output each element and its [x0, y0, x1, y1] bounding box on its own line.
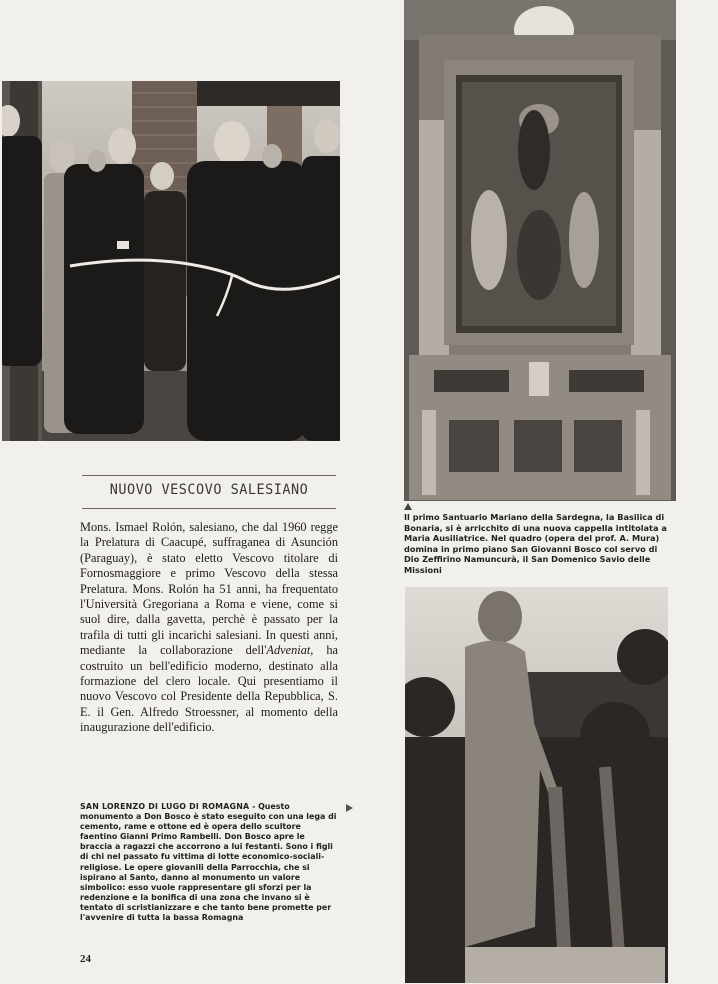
- monument-caption: [80, 802, 338, 923]
- headline-bottom-rule: [82, 508, 336, 509]
- page-number: 24: [80, 953, 91, 965]
- article-headline: NUOVO VESCOVO SALESIANO: [109, 481, 309, 499]
- monument-caption-text: - Questo monumento a Don Bosco è stato eseguito con una lega di cemento, rame e ottone ed è opera dello scultore faentino Gianni Primo Rambelli. Don Bosco apre le braccia a ragazzi che accorrono a lui festanti. Sono i figli di chi nel passato fu vittima di lotte economico-sociali-religiose. Le opere giovanili della Parrocchia, che si ispirano al Santo, danno al monumento un valore simbolico: esso vuole rappresentare gli sforzi per la redenzione e la bonifica di una zona che invano si è tentato di scristianizzare e che tanto bene promette per l'avvenire di tutta la bassa Romagna: [80, 802, 337, 923]
- altar-painting-photo: [404, 0, 676, 501]
- don-bosco-monument-photo: [405, 587, 668, 983]
- altar-caption: Il primo Santuario Mariano della Sardegna, la Basilica di Bonaria, si è arricchito di una nuova cappella intitolata a Maria Ausiliatrice. Nel quadro (opera del prof. A. Mura) domina in primo piano San Giovanni Bosco col servo di Dio Zeffirino Namuncurà, il San Domenico Savio delle Missioni: [404, 512, 667, 575]
- inauguration-photo: [2, 81, 340, 441]
- arrow-right-icon: [346, 804, 353, 812]
- article-body-part-1: Mons. Ismael Rolón, salesiano, che dal 1960 regge la Prelatura di Caacupé, suffraganea di Asunción (Paraguay), è stato eletto Vescovo titolare di Fornosmaggiore e primo Vescovo della stessa Prelatura. Mons. Rolón ha 51 anni, ha frequentato l'Università Gregoriana a Roma e viene, come si suol dire, dalla gavetta, perchè è passato per la trafila di tutti gli incarichi salesiani. In questi anni, mediante la collaborazione dell': [80, 520, 338, 658]
- arrow-up-icon: [404, 503, 412, 510]
- article-body-part-2: , ha costruito un bell'edificio moderno, destinato alla formazione del clero locale. Qui presentiamo il nuovo Vescovo col Presidente della Repubblica, S. E. il Gen. Alfredo Stroessner, al momento della inaugurazione dell'edificio.: [80, 643, 338, 735]
- article-body: [80, 520, 338, 736]
- headline-top-rule: [82, 475, 336, 476]
- adveniat-emphasis: Adveniat: [266, 643, 311, 658]
- monument-caption-lead: SAN LORENZO DI LUGO DI ROMAGNA: [80, 802, 250, 811]
